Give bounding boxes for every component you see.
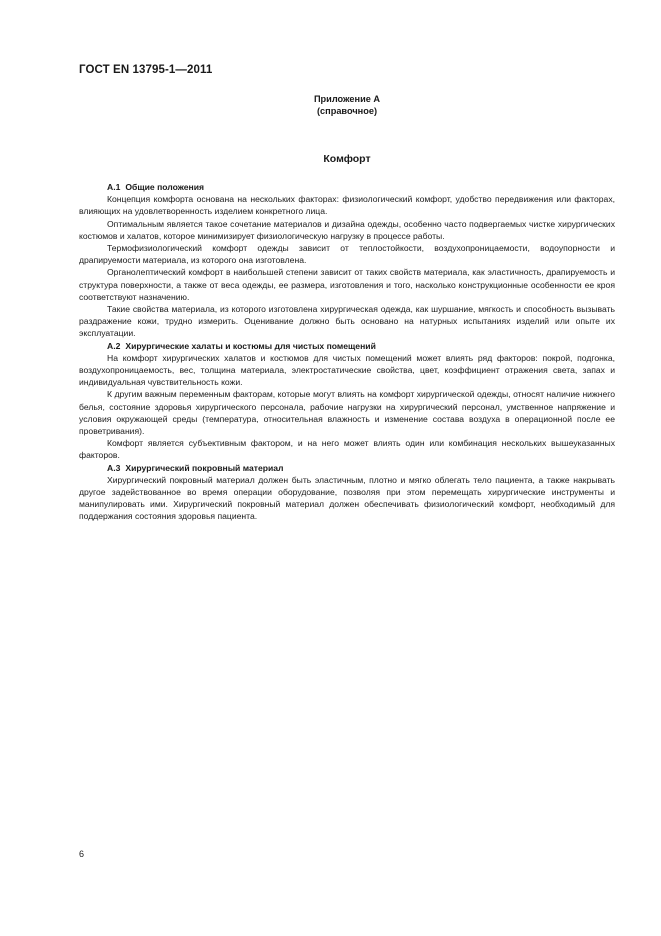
page-title: Комфорт — [323, 153, 371, 165]
section-heading — [79, 462, 615, 474]
annex-title: Приложение А — [313, 94, 381, 104]
paragraph: Комфорт является субъективным фактором, и на него может влиять один или комбинация нескольких вышеуказанных факторов. — [79, 438, 615, 461]
paragraph: Оптимальным является такое сочетание материалов и дизайна одежды, особенно часто подвергаемых чистке хирургических костюмов и халатов, которое минимизирует физиологическую нагрузку в процессе работы. — [79, 218, 615, 241]
paragraph: К другим важным переменным факторам, которые могут влиять на комфорт хирургической одежды, относят наличие нижнего белья, состояние здоровья хирургического персонала, рабочие нагрузки на хирургический персонал, умственное напряжение и условия окружающей среды (температура, относительная влажность и изменение состава воздуха в операционной после ее проветривания). — [79, 389, 615, 437]
document-header: ГОСТ EN 13795-1—2011 — [79, 64, 213, 76]
section-heading — [79, 181, 615, 193]
paragraph: Хирургический покровный материал должен быть эластичным, плотно и мягко облегать тело пациента, а также накрывать другое задействованное во время операции оборудование, позволяя при этом перемещать хирургические инструменты и манипулировать ими. Хирургический покровный материал должен обеспечивать физиологический комфорт, необходимый для поддержания состояния здоровья пациента. — [79, 474, 615, 522]
section-title: Общие положения — [125, 182, 205, 192]
document-body — [79, 181, 615, 523]
paragraph: На комфорт хирургических халатов и костюмов для чистых помещений может влиять ряд факторов: покрой, подгонка, воздухопроницаемость, вес, толщина материала, электростатические свойства, цвет, коэффициент отражения света, запах и индивидуальная чувствительность кожи. — [79, 352, 615, 388]
section-a1 — [79, 181, 615, 340]
section-title: Хирургические халаты и костюмы для чистых помещений — [125, 340, 376, 351]
section-heading — [79, 340, 615, 352]
section-number: А.3 — [107, 462, 121, 473]
section-number: А.1 — [107, 182, 121, 192]
section-a2 — [79, 340, 615, 462]
paragraph: Термофизиологический комфорт одежды зависит от теплостойкости, воздухопроницаемости, водоупорности и драпируемости материала, из которого она изготовлена. — [79, 243, 615, 266]
section-number: А.2 — [107, 340, 121, 351]
page-number: 6 — [79, 849, 85, 859]
section-a3 — [79, 462, 615, 523]
paragraph: Органолептический комфорт в наибольшей степени зависит от таких свойств материала, как эластичность, драпируемость и структура поверхности, а также от веса одежды, ее размера, изготовления и того, насколько конструкционные особенности ее кроя соответствуют назначению. — [79, 267, 615, 302]
paragraph: Концепция комфорта основана на нескольких факторах: физиологический комфорт, удобство передвижения или факторах, влияющих на удовлетворенность изделием конкретного лица. — [79, 194, 615, 217]
annex-heading — [230, 93, 464, 117]
section-title: Хирургический покровный материал — [125, 462, 284, 473]
annex-subtitle: (справочное) — [316, 106, 377, 116]
paragraph: Такие свойства материала, из которого изготовлена хирургическая одежда, как шуршание, мягкость и способность вызывать раздражение кожи, трудно измерить. Оценивание должно быть основано на натурных испытаниях изделий или опыте их эксплуатации. — [79, 304, 615, 339]
